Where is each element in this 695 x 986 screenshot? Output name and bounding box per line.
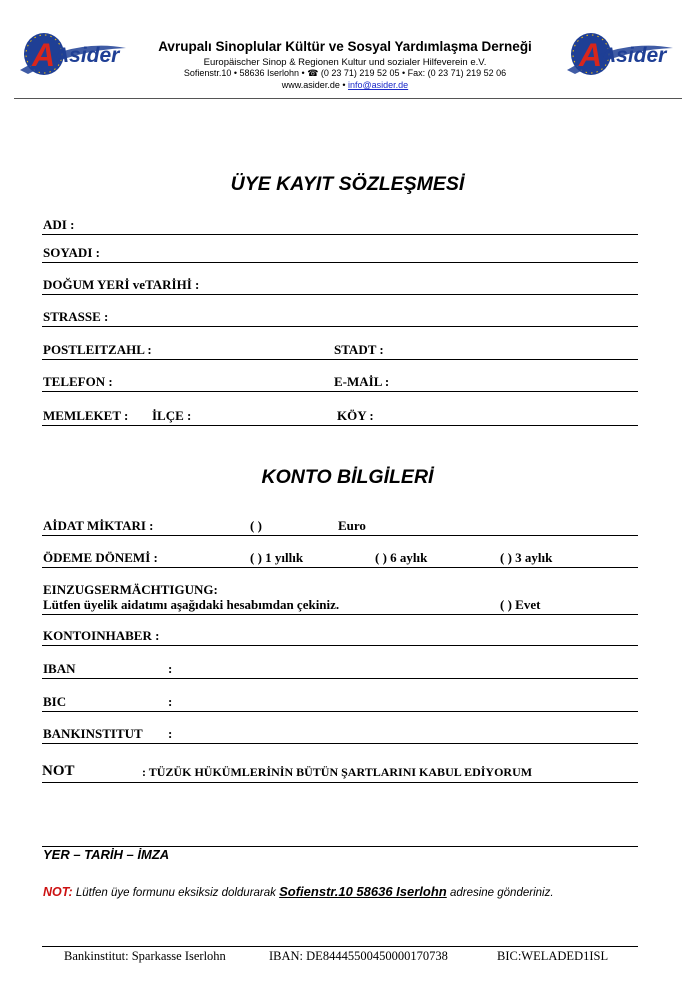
label-telefon: TELEFON : (43, 374, 113, 389)
label-strasse: STRASSE : (43, 309, 109, 324)
association-name: Avrupalı Sinoplular Kültür ve Sosyal Yardımlaşma Derneği (158, 39, 532, 54)
svg-text:A: A (579, 37, 603, 73)
not-label: NOT (42, 763, 75, 779)
aidat-unit: Euro (338, 518, 366, 533)
iban-colon: : (168, 661, 173, 676)
asider-logo-left-graphic (14, 30, 128, 78)
field-memleket[interactable] (42, 404, 638, 426)
field-einzug[interactable] (42, 597, 638, 615)
bank-bic: BIC:WELADED1ISL (497, 949, 609, 963)
email-link[interactable]: info@asider.de (348, 80, 409, 90)
association-address: Sofienstr.10 • 58636 Iserlohn • ☎ (0 23 71) 219 52 05 • Fax: (0 23 71) 219 52 06 (183, 68, 507, 78)
label-postleitzahl: POSTLEITZAHL : (43, 342, 152, 357)
asider-logo-right (561, 30, 675, 78)
field-postleitzahl-stadt[interactable] (42, 339, 638, 360)
label-stadt: STADT : (334, 342, 384, 357)
header-divider (14, 98, 682, 99)
field-iban[interactable] (42, 658, 638, 679)
not-text: : TÜZÜK HÜKÜMLERİNİN BÜTÜN ŞARTLARINI KABUL EDİYORUM (142, 765, 533, 779)
label-memleket: MEMLEKET : (43, 408, 129, 423)
label-adi: ADI : (43, 217, 75, 232)
signature-label: YER – TARİH – İMZA (43, 847, 170, 862)
field-bic[interactable] (42, 690, 638, 712)
einzug-text: Lütfen üyelik aidatımı aşağıdaki hesabımdan çekiniz. (43, 597, 340, 612)
svg-text:Asider: Asider (54, 44, 120, 67)
footnote (43, 884, 554, 899)
konto-title: KONTO BİLGİLERİ (261, 466, 434, 488)
label-dogum: DOĞUM YERİ veTARİHİ : (43, 277, 200, 292)
label-einzug: EINZUGSERMÄCHTIGUNG: (43, 582, 218, 597)
label-kontoinhaber: KONTOINHABER : (43, 628, 160, 643)
footnote-address: Sofienstr.10 58636 Iserlohn (279, 884, 447, 899)
label-odeme: ÖDEME DÖNEMİ : (43, 550, 158, 565)
bank-divider (42, 946, 638, 947)
field-telefon-email[interactable] (42, 371, 638, 392)
odeme-option-yillik[interactable]: ( ) 1 yıllık (250, 550, 304, 565)
footnote-text1: Lütfen üye formunu eksiksiz doldurarak (75, 887, 276, 899)
signature-line[interactable] (42, 828, 638, 847)
label-iban: IBAN (43, 661, 76, 676)
label-email: E-MAİL : (334, 374, 390, 389)
bank-institut: Bankinstitut: Sparkasse Iserlohn (64, 949, 226, 963)
association-contact (130, 80, 560, 90)
bic-colon: : (168, 694, 173, 709)
field-bankinstitut[interactable] (42, 723, 638, 744)
field-adi[interactable] (42, 210, 638, 235)
website-link[interactable]: www.asider.de • (281, 80, 346, 90)
field-aidat[interactable] (42, 514, 638, 536)
asider-logo-right-graphic (561, 30, 675, 78)
label-soyadi: SOYADI : (43, 245, 100, 260)
asider-logo-left (14, 30, 128, 78)
label-bankinstitut: BANKINSTITUT (43, 726, 143, 741)
footnote-text2: adresine gönderiniz. (449, 887, 554, 899)
field-dogum[interactable] (42, 274, 638, 295)
einzug-option-evet[interactable]: ( ) Evet (500, 597, 541, 612)
field-odeme[interactable] (42, 547, 638, 568)
label-koy: KÖY : (337, 408, 374, 423)
aidat-amount-box[interactable]: ( ) (250, 518, 262, 533)
odeme-option-6aylik[interactable]: ( ) 6 aylık (375, 550, 428, 565)
form-title: ÜYE KAYIT SÖZLEŞMESİ (230, 173, 465, 195)
odeme-option-3aylik[interactable]: ( ) 3 aylık (500, 550, 553, 565)
field-kontoinhaber[interactable] (42, 626, 638, 646)
label-aidat: AİDAT MİKTARI : (43, 518, 154, 533)
association-subtitle: Europäischer Sinop & Regionen Kultur und sozialer Hilfeverein e.V. (203, 57, 487, 68)
svg-text:Asider: Asider (601, 44, 667, 67)
bankinstitut-colon: : (168, 726, 173, 741)
field-soyadi[interactable] (42, 242, 638, 263)
footnote-not: NOT: (43, 885, 73, 899)
field-strasse[interactable] (42, 307, 638, 327)
bank-iban: IBAN: DE84445500450000170738 (269, 949, 448, 963)
svg-text:A: A (32, 37, 56, 73)
label-ilce: İLÇE : (152, 408, 192, 423)
label-bic: BIC (43, 694, 67, 709)
not-underline (42, 760, 638, 783)
